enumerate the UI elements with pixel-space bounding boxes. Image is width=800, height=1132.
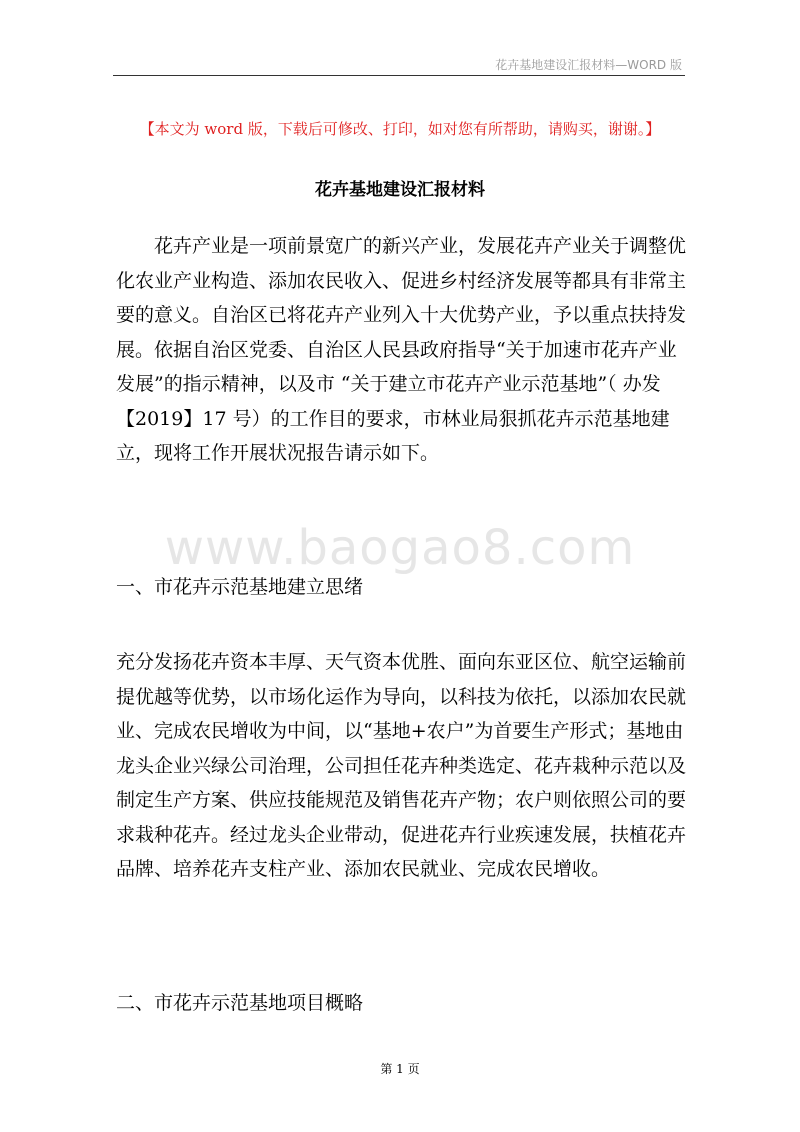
intro-paragraph: 花卉产业是一项前景宽广的新兴产业，发展花卉产业关于调整优化农业产业构造、添加农民收入、促进乡村经济发展等都具有非常主要的意义。自治区已将花卉产业列入十大优势产业，予以重点扶持发展。依据自治区党委、自治区人民县政府指导“关于加速市花卉产业发展”的指示精神，以及市 “关于建立市花卉产业示范基地”（ 办发【2019】17 号）的工作目的要求，市林业局狠抓花卉示范基地建立，现将工作开展状况报告请示如下。 xyxy=(116,235,687,464)
section-1-paragraph: 充分发扬花卉资本丰厚、天气资本优胜、面向东亚区位、航空运输前提优越等优势，以市场化运作为导向，以科技为依托，以添加农民就业、完成农民增收为中间，以“基地+农户”为首要生产形式；基地由龙头企业兴绿公司治理，公司担任花卉种类选定、花卉栽种示范以及制定生产方案、供应技能规范及销售花卉产物；农户则依照公司的要求栽种花卉。经过龙头企业带动，促进花卉行业疾速发展，扶植花卉品牌、培养花卉支柱产业、添加农民就业、完成农民增收。 xyxy=(116,651,687,880)
purchase-notice: 【本文为 word 版，下载后可修改、打印，如对您有所帮助，请购买，谢谢。】 xyxy=(139,120,661,138)
header-divider xyxy=(113,75,685,76)
section-2-heading: 二、市花卉示范基地项目概略 xyxy=(116,992,364,1014)
section-1-heading: 一、市花卉示范基地建立思绪 xyxy=(116,576,364,598)
running-header: 花卉基地建设汇报材料—WORD 版 xyxy=(495,58,682,72)
watermark-text: www.baogao8.com xyxy=(164,520,636,576)
page-number: 第 1 页 xyxy=(380,1062,420,1076)
document-title: 花卉基地建设汇报材料 xyxy=(315,180,485,200)
